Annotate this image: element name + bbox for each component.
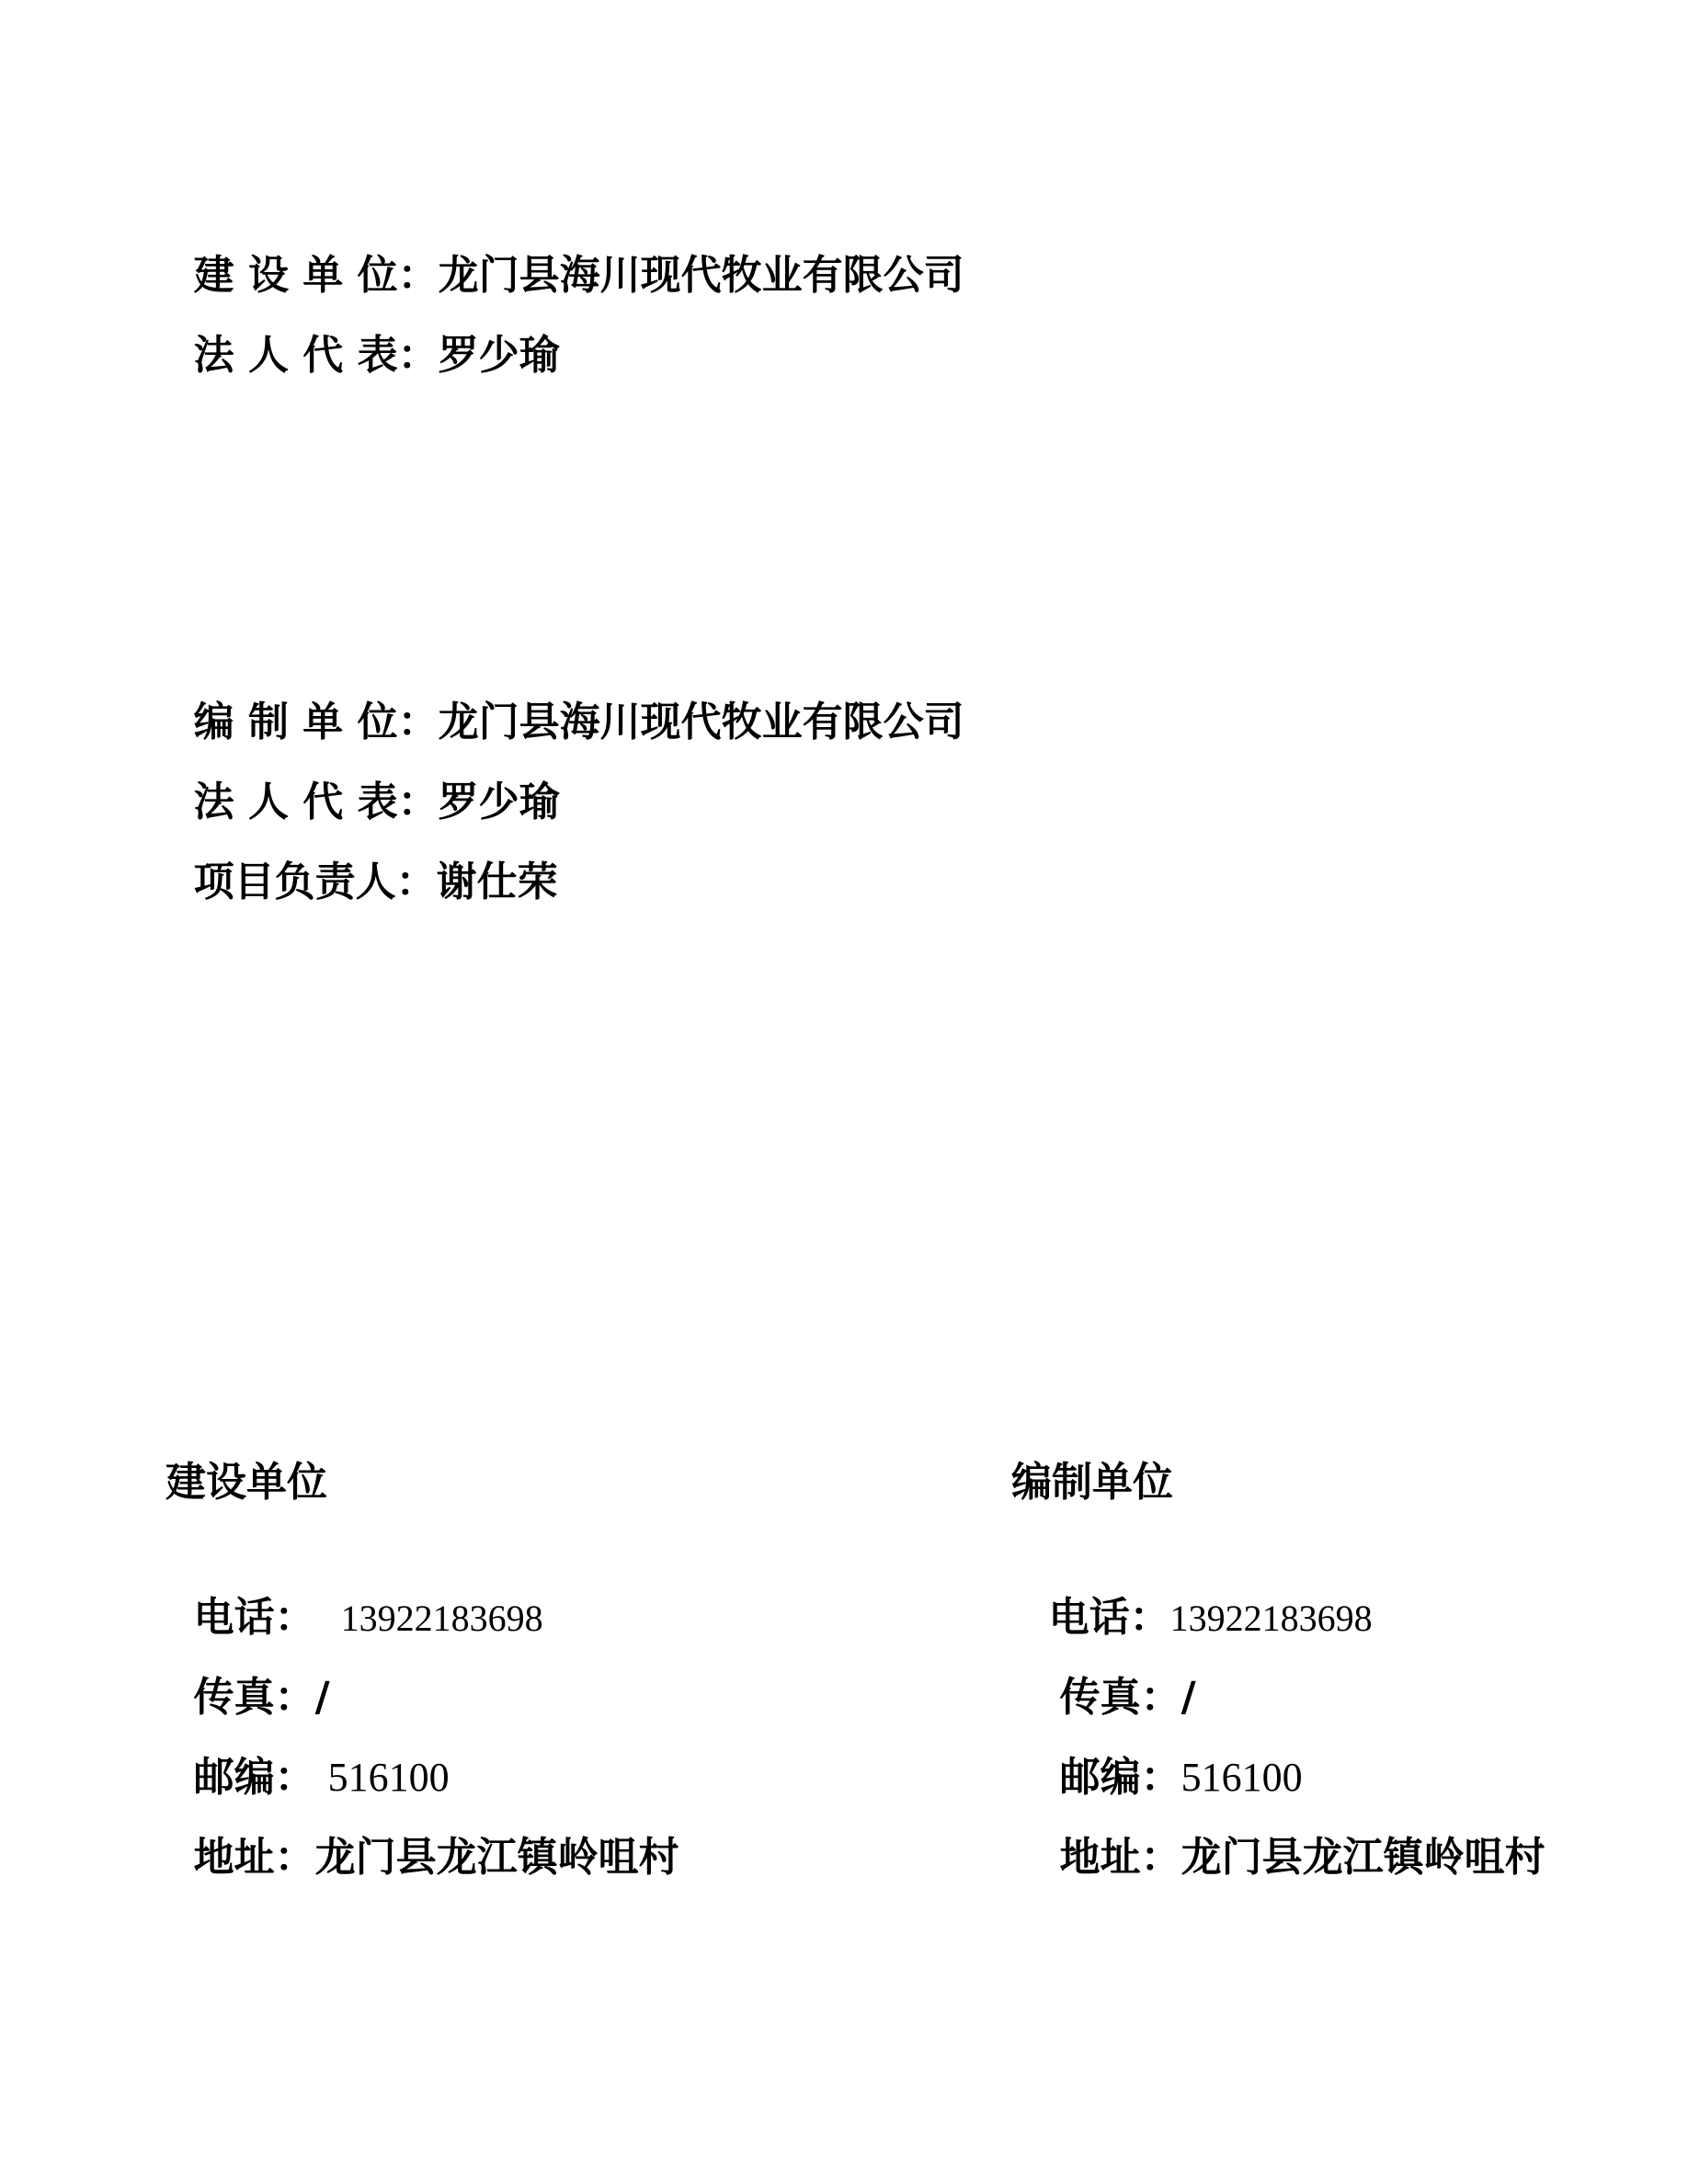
contact-right-address: 龙门县龙江镇岭咀村 [1180, 1834, 1545, 1881]
contact-left-postcode-label: 邮编： [193, 1754, 315, 1801]
compiling-rep-label: 法 人 代 表： [193, 779, 439, 825]
compiling-unit-label: 编 制 单 位： [193, 699, 439, 745]
contact-right-postcode: 516100 [1180, 1755, 1303, 1800]
contact-left-address-label: 地址： [193, 1834, 315, 1881]
project-lead-line [165, 800, 558, 910]
contact-left-address: 龙门县龙江镇岭咀村 [314, 1834, 679, 1881]
contact-right-fax: / [1180, 1674, 1196, 1721]
project-lead-label: 项目负责人： [193, 859, 437, 905]
contact-left-heading: 建设单位 [165, 1459, 327, 1506]
contact-right-fax-label: 传真： [1059, 1674, 1181, 1721]
construction-rep-line [165, 273, 560, 383]
contact-right-postcode-label: 邮编： [1059, 1754, 1181, 1801]
contact-right-address-label: 地址： [1059, 1834, 1181, 1881]
contact-left-postcode: 516100 [327, 1755, 450, 1800]
contact-left-address-line [165, 1775, 679, 1885]
contact-left-phone: 13922183698 [340, 1598, 543, 1639]
contact-left-fax: / [314, 1674, 330, 1721]
contact-right-phone: 13922183698 [1169, 1598, 1373, 1639]
construction-rep-label: 法 人 代 表： [193, 332, 439, 379]
contact-left-phone-label: 电话： [193, 1594, 315, 1641]
compiling-rep-value: 罗少瑜 [438, 779, 560, 825]
construction-unit-value: 龙门县海川现代牧业有限公司 [438, 252, 964, 299]
contact-left-fax-label: 传真： [193, 1674, 315, 1721]
contact-right-heading: 编制单位 [1011, 1459, 1173, 1506]
compiling-unit-value: 龙门县海川现代牧业有限公司 [438, 699, 964, 745]
construction-unit-label: 建 设 单 位： [193, 252, 439, 299]
project-lead-value: 谢仕荣 [436, 859, 558, 905]
contact-right-address-line [1032, 1775, 1545, 1885]
contact-right-phone-label: 电话： [1048, 1594, 1170, 1641]
construction-rep-value: 罗少瑜 [438, 332, 560, 379]
